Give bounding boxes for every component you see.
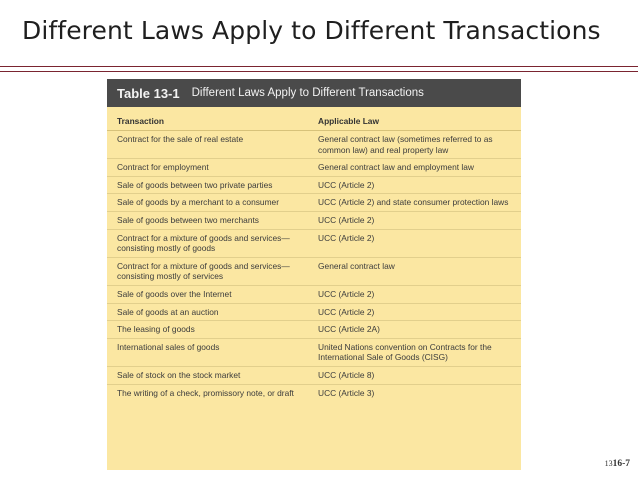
- law-cell: UCC (Article 8): [318, 369, 375, 380]
- table-row: [107, 177, 521, 195]
- page-number: [605, 459, 630, 469]
- transaction-cell: Contract for the sale of real estate: [117, 134, 244, 144]
- title-divider: [0, 66, 638, 72]
- column-header-transaction: Transaction: [117, 116, 165, 126]
- transaction-cell: Contract for employment: [117, 162, 209, 173]
- law-cell: UCC (Article 2): [318, 288, 375, 299]
- slide-title: Different Laws Apply to Different Transactions: [22, 16, 601, 45]
- page-number-prefix: 13: [604, 459, 613, 468]
- table-header: [107, 79, 521, 107]
- table-row: [107, 131, 521, 159]
- table-row: [107, 385, 521, 402]
- law-cell: UCC (Article 3): [318, 387, 375, 398]
- table-row: [107, 258, 521, 286]
- table-row: [107, 339, 521, 367]
- law-cell: UCC (Article 2A): [318, 324, 380, 335]
- table-row: [107, 367, 521, 385]
- transaction-cell: Contract for a mixture of goods and services—consisting mostly of services: [117, 260, 290, 282]
- transaction-cell: Contract for a mixture of goods and services—consisting mostly of goods: [117, 232, 290, 254]
- transaction-cell: The leasing of goods: [117, 324, 195, 335]
- law-cell: UCC (Article 2): [318, 232, 375, 243]
- law-cell: UCC (Article 2): [318, 214, 375, 225]
- table-row: [107, 159, 521, 177]
- table-row: [107, 194, 521, 212]
- law-cell: General contract law (sometimes referred to as common law) and real property law: [318, 134, 493, 155]
- table-number: Table 13-1: [117, 85, 180, 101]
- transaction-cell: Sale of goods at an auction: [117, 306, 219, 317]
- column-header-applicable-law: Applicable Law: [318, 116, 379, 126]
- transaction-cell: International sales of goods: [117, 341, 220, 352]
- transaction-cell: Sale of goods between two private parties: [117, 179, 273, 190]
- law-cell: UCC (Article 2): [318, 306, 375, 317]
- transaction-cell: Sale of goods by a merchant to a consumer: [117, 197, 280, 208]
- transaction-cell: Sale of goods over the Internet: [117, 288, 232, 299]
- page-number-main: 16-7: [612, 459, 630, 469]
- table-row: [107, 321, 521, 339]
- column-headers: [107, 107, 521, 131]
- law-cell: General contract law and employment law: [318, 162, 474, 173]
- law-cell: UCC (Article 2) and state consumer protection laws: [318, 197, 509, 208]
- table-row: [107, 212, 521, 230]
- transaction-cell: Sale of stock on the stock market: [117, 369, 241, 380]
- table-row: [107, 286, 521, 304]
- laws-table: [107, 79, 521, 470]
- transaction-cell: Sale of goods between two merchants: [117, 214, 259, 225]
- law-cell: UCC (Article 2): [318, 179, 375, 190]
- table-row: [107, 304, 521, 322]
- transaction-cell: The writing of a check, promissory note, or draft: [117, 387, 294, 398]
- law-cell: General contract law: [318, 260, 395, 271]
- law-cell: United Nations convention on Contracts for the International Sale of Goods (CISG): [318, 341, 492, 363]
- table-caption: Different Laws Apply to Different Transactions: [191, 87, 424, 99]
- table-row: [107, 230, 521, 258]
